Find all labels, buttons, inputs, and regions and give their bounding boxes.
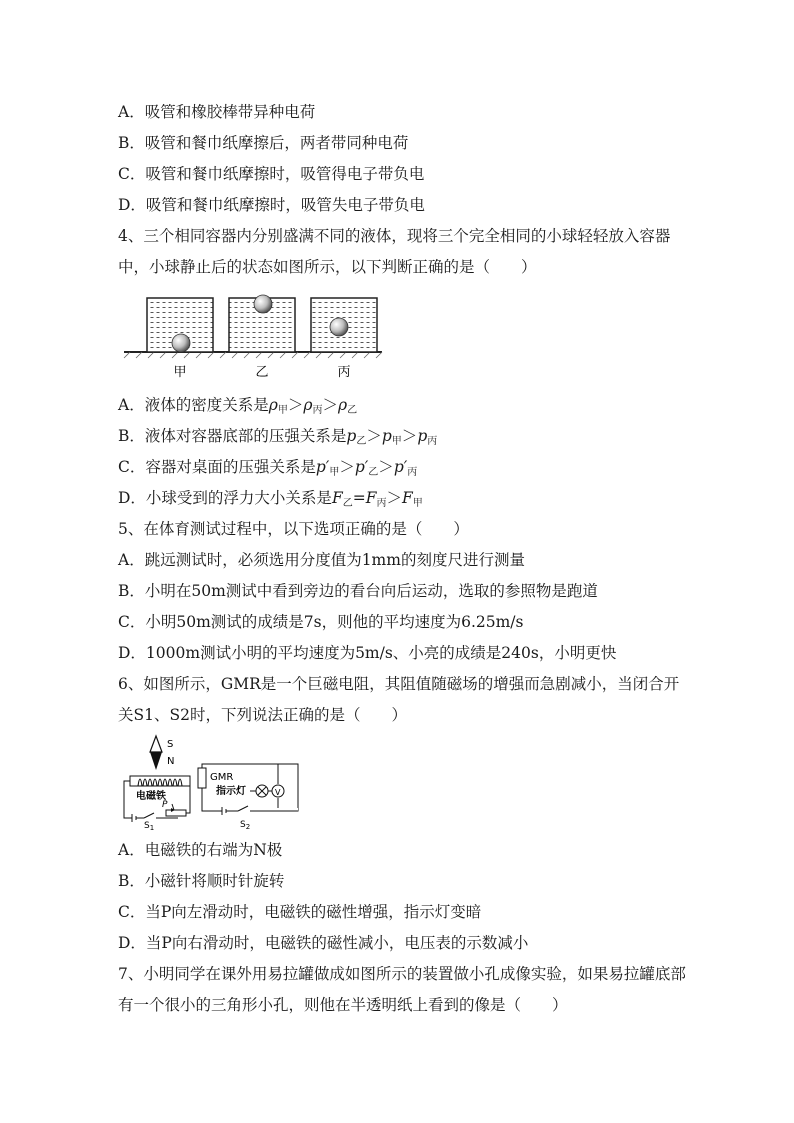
q5-option-b: B．小明在50m测试中看到旁边的看台向后运动，选取的参照物是跑道 <box>118 582 598 600</box>
q7-stem: 7、小明同学在课外用易拉罐做成如图所示的装置做小孔成像实验，如果易拉罐底部有一个很小的三角形小孔，则他在半透明纸上看到的像是（ ） <box>118 965 686 1014</box>
switch-s1-label: $S_1$ <box>144 821 155 830</box>
indicator-lamp-label: 指示灯 <box>216 786 246 797</box>
q4-figure-containers <box>120 290 386 384</box>
switch-s2-label: $S_2$ <box>240 820 251 830</box>
q6-figure-circuit <box>118 734 310 830</box>
slider-p-label: P <box>162 800 168 810</box>
q4-option-d: D．小球受到的浮力大小关系是$F_乙=F_丙>F_甲$ <box>118 489 423 509</box>
gmr-label: GMR <box>210 772 234 783</box>
q3-option-d: D．吸管和餐巾纸摩擦时，吸管失电子带负电 <box>118 196 425 214</box>
needle-s-label: S <box>167 739 174 750</box>
q4-option-b: B．液体对容器底部的压强关系是$p_乙>p_甲>p_丙$ <box>118 427 438 447</box>
voltmeter-label: V <box>275 788 281 797</box>
q6-option-c: C．当P向左滑动时，电磁铁的磁性增强，指示灯变暗 <box>118 903 482 921</box>
q6-stem: 6、如图所示，GMR是一个巨磁电阻，其阻值随磁场的增强而急剧减小，当闭合开关S1、S2时，下列说法正确的是（ ） <box>118 675 680 724</box>
q4-option-c: C．容器对桌面的压强关系是$p'_甲>p'_乙>p'_丙$ <box>118 458 418 478</box>
q6-option-d: D．当P向右滑动时，电磁铁的磁性减小，电压表的示数减小 <box>118 934 529 952</box>
q5-stem: 5、在体育测试过程中，以下选项正确的是（ ） <box>118 520 469 538</box>
q3-option-b: B．吸管和餐巾纸摩擦后，两者带同种电荷 <box>118 134 409 152</box>
q5-option-a: A．跳远测试时，必须选用分度值为1mm的刻度尺进行测量 <box>118 551 525 569</box>
q6-option-a: A．电磁铁的右端为N极 <box>118 841 283 859</box>
label-yi: 乙 <box>255 365 269 380</box>
label-bing: 丙 <box>337 365 351 380</box>
q3-option-c: C．吸管和餐巾纸摩擦时，吸管得电子带负电 <box>118 165 425 183</box>
q5-option-c: C．小明50m测试的成绩是7s，则他的平均速度为6.25m/s <box>118 613 524 631</box>
label-jia: 甲 <box>173 365 187 380</box>
q5-option-d: D．1000m测试小明的平均速度为5m/s、小亮的成绩是240s，小明更快 <box>118 644 617 662</box>
q4-option-a: A．液体的密度关系是$\rho_甲>\rho_丙>\rho_乙$ <box>118 396 358 416</box>
q4-stem: 4、三个相同容器内分别盛满不同的液体，现将三个完全相同的小球轻轻放入容器中，小球静止后的状态如图所示，以下判断正确的是（ ） <box>118 227 671 276</box>
needle-n-label: N <box>167 756 175 767</box>
electromagnet-label: 电磁铁 <box>136 791 166 802</box>
q3-option-a: A．吸管和橡胶棒带异种电荷 <box>118 103 316 121</box>
q6-option-b: B．小磁针将顺时针旋转 <box>118 872 285 890</box>
